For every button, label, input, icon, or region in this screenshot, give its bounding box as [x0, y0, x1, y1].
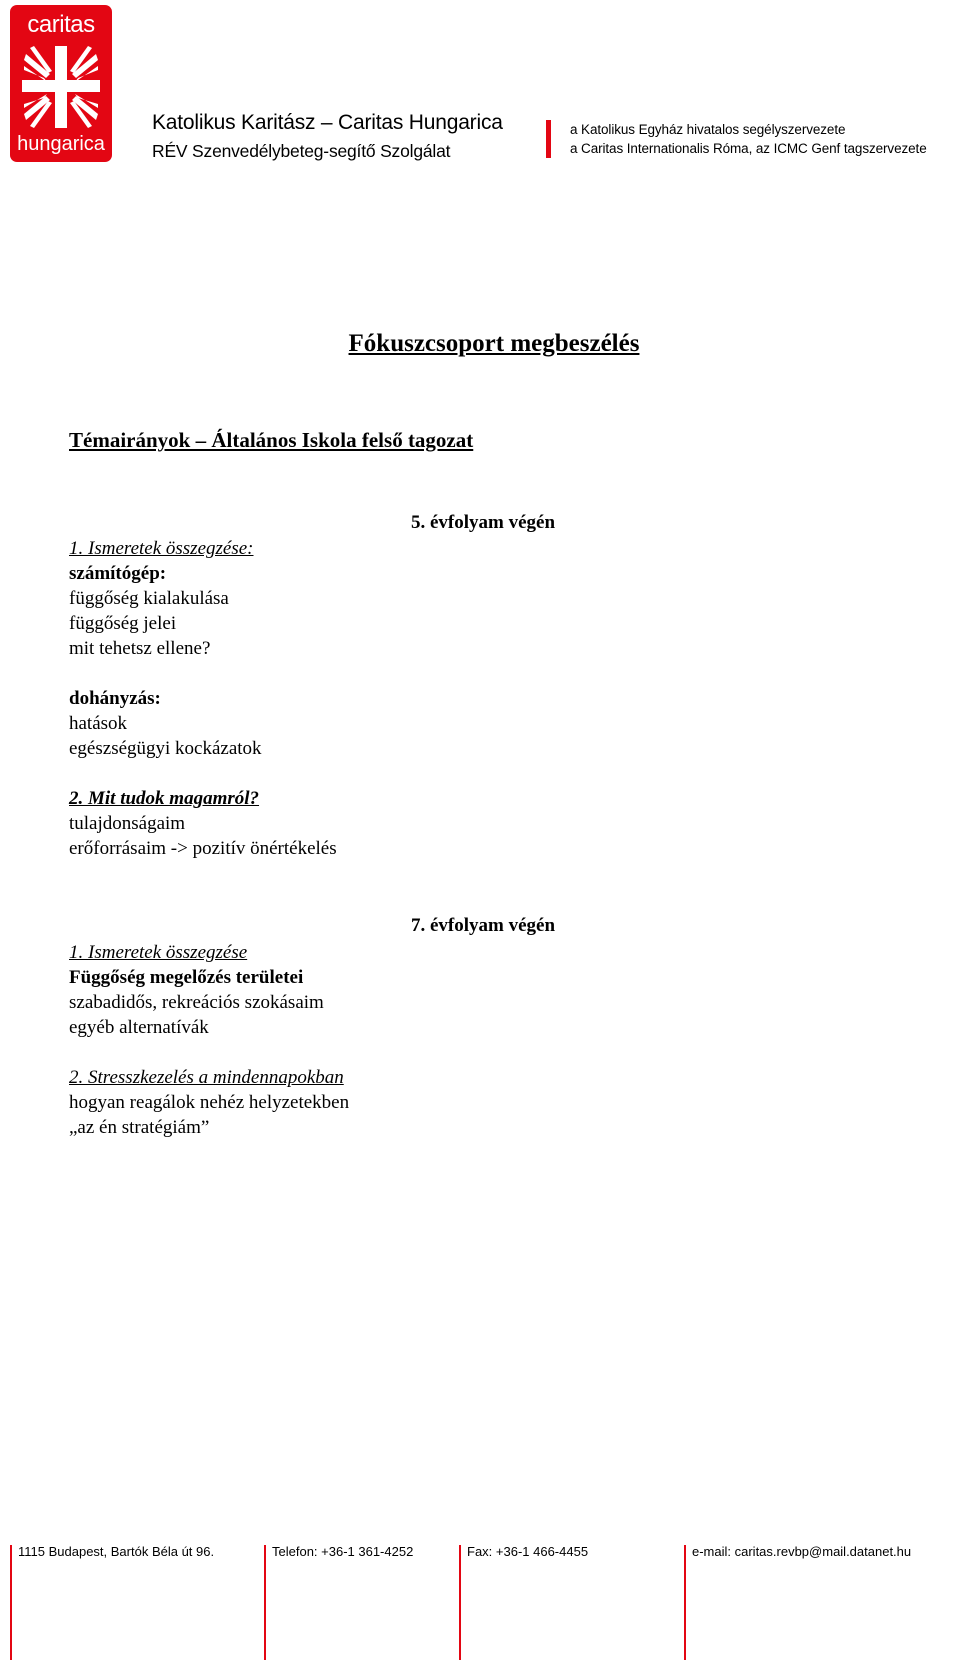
footer-divider — [684, 1545, 686, 1660]
list-item: függőség kialakulása — [69, 588, 229, 609]
list-item: tulajdonságaim — [69, 813, 186, 834]
list-item: erőforrásaim -> pozitív önértékelés — [69, 838, 337, 859]
grade5-label: 5. évfolyam végén — [411, 512, 556, 533]
footer-divider — [459, 1545, 461, 1660]
logo-wordmark-bottom: hungarica — [17, 133, 105, 155]
list-item: szabadidős, rekreációs szokásaim — [69, 992, 324, 1013]
document-title: Fókuszcsoport megbeszélés — [348, 330, 640, 357]
logo-wordmark-top: caritas — [27, 11, 95, 38]
list-item: egészségügyi kockázatok — [69, 738, 262, 759]
footer-phone: Telefon: +36-1 361-4252 — [272, 1544, 414, 1559]
caritas-logo — [10, 5, 112, 162]
footer-email: e-mail: caritas.revbp@mail.datanet.hu — [692, 1544, 912, 1559]
footer-divider — [10, 1545, 12, 1660]
list-item: egyéb alternatívák — [69, 1017, 209, 1038]
grade7-section — [69, 940, 349, 1140]
grade5-section2-heading: 2. Mit tudok magamról? — [69, 788, 260, 809]
list-item: mit tehetsz ellene? — [69, 638, 211, 659]
header-divider — [546, 120, 551, 158]
document-subtitle: Témairányok – Általános Iskola felső tagozat — [69, 428, 474, 452]
caritas-cross-icon — [20, 44, 102, 130]
organization-service: RÉV Szenvedélybeteg-segítő Szolgálat — [152, 141, 451, 161]
footer-address: 1115 Budapest, Bartók Béla út 96. — [18, 1544, 215, 1559]
organization-name: Katolikus Karitász – Caritas Hungarica — [152, 111, 503, 134]
affiliation-line-1: a Katolikus Egyház hivatalos segélyszervezete — [570, 122, 846, 137]
list-item: függőség jelei — [69, 613, 177, 634]
footer-fax: Fax: +36-1 466-4455 — [467, 1544, 589, 1559]
list-item: hogyan reagálok nehéz helyzetekben — [69, 1092, 350, 1113]
list-item: „az én stratégiám” — [69, 1117, 210, 1138]
grade5-topic-smoking: dohányzás: — [69, 688, 161, 709]
grade7-topic-prevention: Függőség megelőzés területei — [69, 967, 304, 988]
affiliation-line-2: a Caritas Internationalis Róma, az ICMC Genf tagszervezete — [570, 141, 927, 156]
grade5-topic-computer: számítógép: — [69, 563, 167, 584]
list-item: hatások — [69, 713, 128, 734]
grade5-section — [69, 536, 337, 861]
grade7-label: 7. évfolyam végén — [411, 915, 556, 936]
grade7-section1-heading: 1. Ismeretek összegzése — [69, 942, 248, 963]
grade5-section1-heading: 1. Ismeretek összegzése: — [69, 538, 254, 559]
grade7-section2-heading: 2. Stresszkezelés a mindennapokban — [69, 1067, 344, 1088]
footer-divider — [264, 1545, 266, 1660]
